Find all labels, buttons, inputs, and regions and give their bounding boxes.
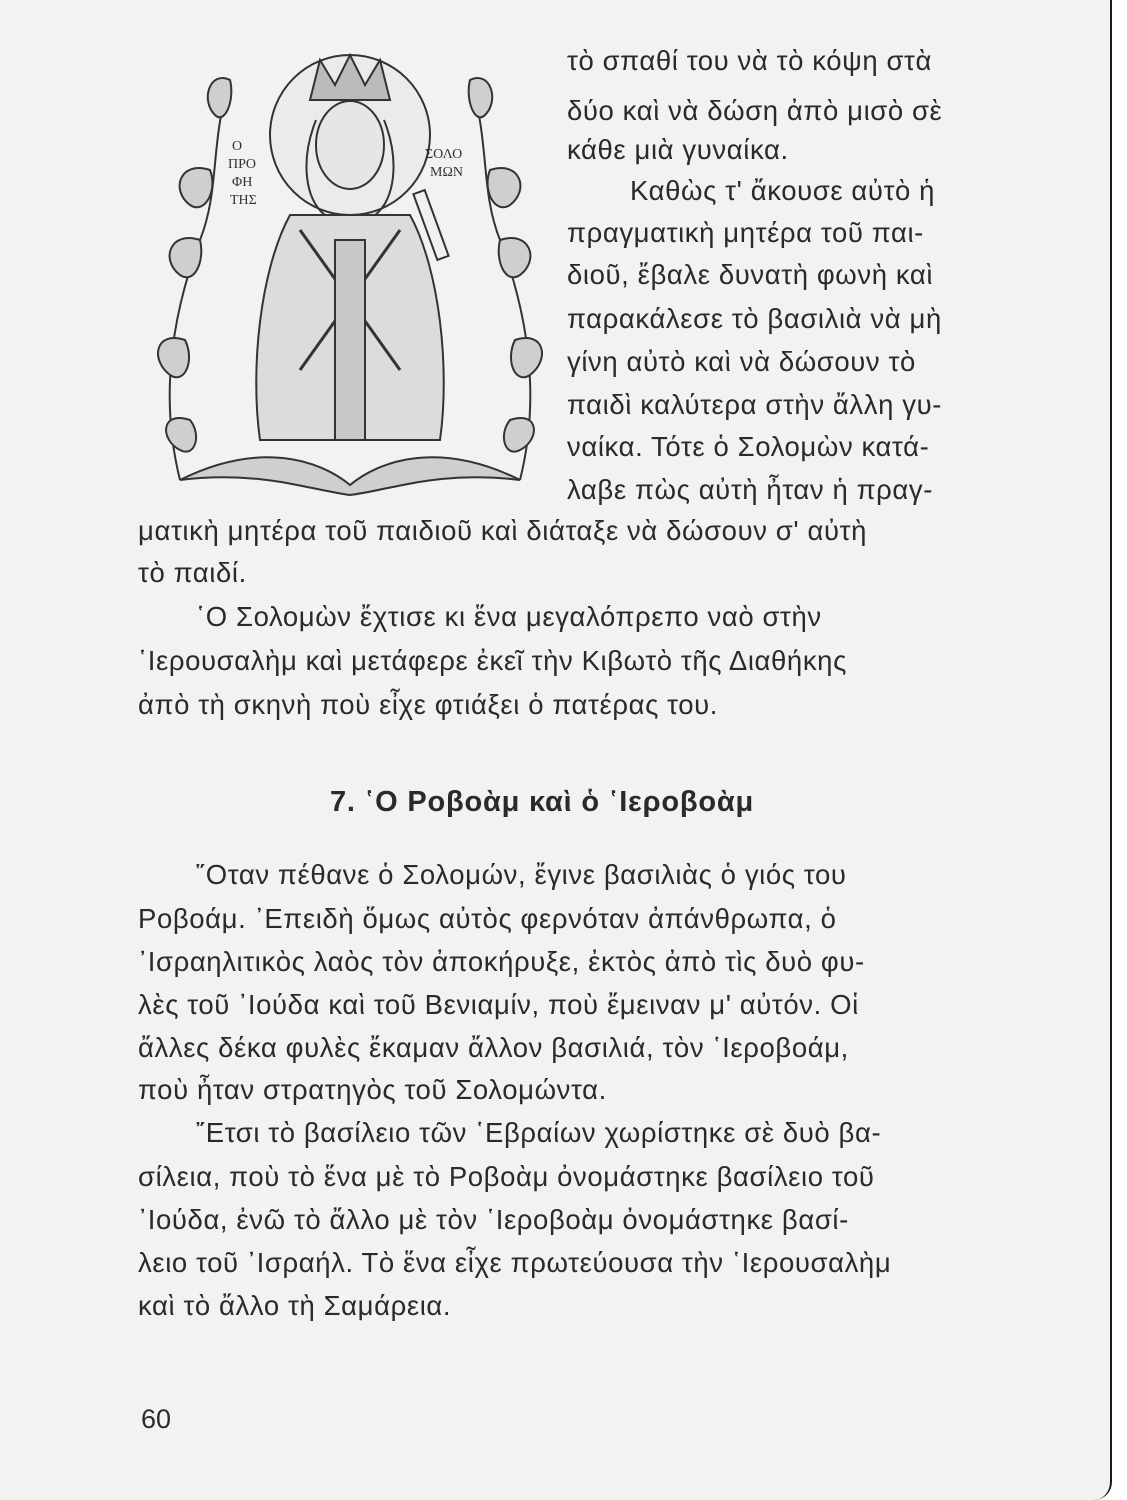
text-line: τὸ σπαθί του νὰ τὸ κόψη στὰ bbox=[567, 45, 933, 76]
inscription-left-3: ΦΗ bbox=[232, 175, 253, 190]
text-line: παρακάλεσε τὸ βασιλιὰ νὰ μὴ bbox=[567, 303, 942, 334]
prophet-solomon-icon bbox=[140, 40, 560, 500]
text-line: Ροβοάμ. ᾿Επειδὴ ὅμως αὐτὸς φερνόταν ἀπάνθρωπα, ὁ bbox=[138, 903, 837, 934]
text-line: λὲς τοῦ ᾿Ιούδα καὶ τοῦ Βενιαμίν, ποὺ ἔμειναν μ' αὐτόν. Οἱ bbox=[138, 989, 859, 1020]
text-line: καὶ τὸ ἄλλο τὴ Σαμάρεια. bbox=[138, 1290, 452, 1321]
inscription-left-2: ΠΡΟ bbox=[228, 157, 257, 172]
text-line: γίνη αὐτὸ καὶ νὰ δώσουν τὸ bbox=[567, 346, 916, 377]
text-line: πραγματικὴ μητέρα τοῦ παι- bbox=[567, 217, 924, 248]
text-line: ματικὴ μητέρα τοῦ παιδιοῦ καὶ διάταξε νὰ δώσουν σ' αὐτὴ bbox=[138, 515, 867, 546]
text-line: λειο τοῦ ᾿Ισραήλ. Τὸ ἕνα εἶχε πρωτεύουσα τὴν ῾Ιερουσαλὴμ bbox=[138, 1247, 892, 1278]
text-line: ἀπὸ τὴ σκηνὴ ποὺ εἶχε φτιάξει ὁ πατέρας του. bbox=[138, 689, 719, 720]
text-line: ᾿Ιούδα, ἐνῶ τὸ ἄλλο μὲ τὸν ῾Ιεροβοὰμ ὀνομάστηκε βασί- bbox=[138, 1204, 849, 1235]
inscription-right-2: ΜΩΝ bbox=[430, 165, 463, 180]
text-line: ποὺ ἦταν στρατηγὸς τοῦ Σολομώντα. bbox=[138, 1074, 607, 1105]
inscription-left-4: ΤΗΣ bbox=[230, 193, 257, 208]
text-line: παιδὶ καλύτερα στὴν ἄλλη γυ- bbox=[567, 389, 942, 420]
text-line: ῾Ο Σολομὼν ἔχτισε κι ἕνα μεγαλόπρεπο ναὸ στὴν bbox=[196, 601, 822, 632]
text-line: ἄλλες δέκα φυλὲς ἔκαμαν ἄλλον βασιλιά, τὸν ῾Ιεροβοάμ, bbox=[138, 1032, 849, 1063]
text-line: σίλεια, ποὺ τὸ ἕνα μὲ τὸ Ροβοὰμ ὀνομάστηκε βασίλειο τοῦ bbox=[138, 1161, 875, 1192]
inscription-left-1: Ο bbox=[232, 139, 243, 154]
text-line: λαβε πὼς αὐτὴ ἦταν ἡ πραγ- bbox=[567, 474, 934, 505]
text-line: ναίκα. Τότε ὁ Σολομὼν κατά- bbox=[567, 431, 930, 462]
section-heading: 7. ῾Ο Ροβοὰμ καὶ ὁ ῾Ιεροβοὰμ bbox=[330, 786, 755, 818]
text-line: τὸ παιδί. bbox=[138, 557, 247, 588]
text-line: ῾Ιερουσαλὴμ καὶ μετάφερε ἐκεῖ τὴν Κιβωτὸ τῆς Διαθήκης bbox=[138, 645, 847, 676]
text-line: διοῦ, ἔβαλε δυνατὴ φωνὴ καὶ bbox=[567, 259, 934, 290]
text-line: κάθε μιὰ γυναίκα. bbox=[567, 134, 789, 165]
page-edge bbox=[1112, 0, 1127, 1500]
text-line: ῎Ετσι τὸ βασίλειο τῶν ῾Εβραίων χωρίστηκε σὲ δυὸ βα- bbox=[196, 1117, 882, 1148]
inscription-right-1: ΣΟΛΟ bbox=[425, 147, 463, 162]
text-line: ᾿Ισραηλιτικὸς λαὸς τὸν ἀποκήρυξε, ἐκτὸς ἀπὸ τὶς δυὸ φυ- bbox=[138, 946, 865, 977]
text-line: Καθὼς τ' ἄκουσε αὐτὸ ἡ bbox=[630, 175, 936, 206]
text-line: δύο καὶ νὰ δώση ἀπὸ μισὸ σὲ bbox=[567, 95, 943, 126]
text-line: ῞Οταν πέθανε ὁ Σολομών, ἔγινε βασιλιὰς ὁ γιός του bbox=[196, 859, 847, 890]
page-number: 60 bbox=[141, 1404, 172, 1434]
